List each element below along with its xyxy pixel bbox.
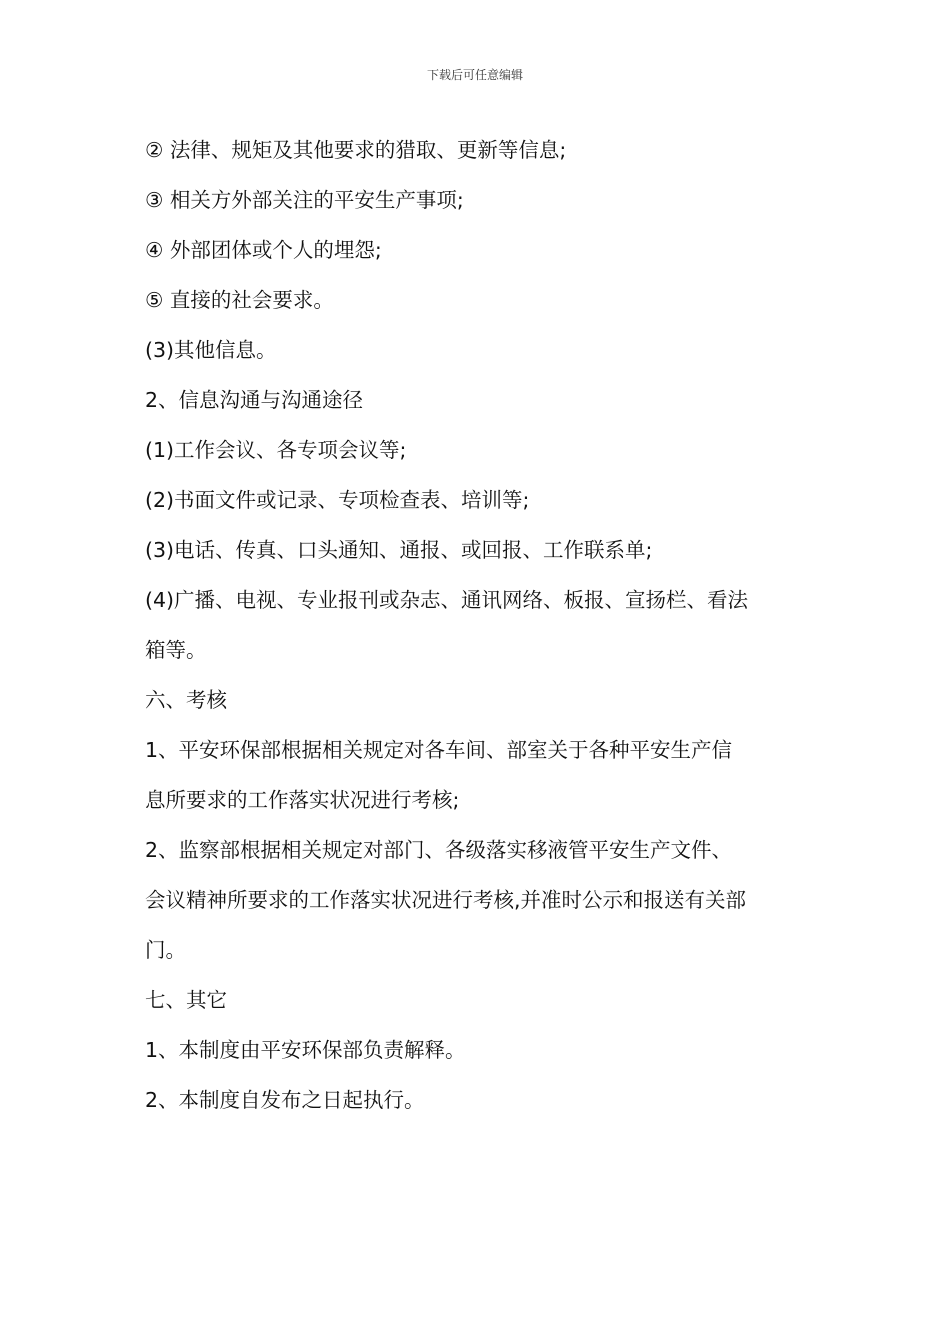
text-line: 箱等。 — [145, 638, 207, 662]
section-heading: 六、考核 — [145, 688, 227, 712]
text-line: 1、本制度由平安环保部负责解释。 — [145, 1038, 466, 1062]
text-line: (2)书面文件或记录、专项检查表、培训等; — [145, 488, 530, 512]
text-line: (3)电话、传真、口头通知、通报、或回报、工作联系单; — [145, 538, 653, 562]
text-line: 1、平安环保部根据相关规定对各车间、部室关于各种平安生产信 — [145, 738, 733, 762]
text-line: 息所要求的工作落实状况进行考核; — [145, 788, 460, 812]
text-line: ② 法律、规矩及其他要求的猎取、更新等信息; — [145, 138, 567, 162]
text-line: 2、监察部根据相关规定对部门、各级落实移液管平安生产文件、 — [145, 838, 733, 862]
text-line: 门。 — [145, 938, 186, 962]
section-heading: 七、其它 — [145, 988, 227, 1012]
text-line: ④ 外部团体或个人的埋怨; — [145, 238, 382, 262]
section-heading: 2、信息沟通与沟通途径 — [145, 388, 364, 412]
text-line: ③ 相关方外部关注的平安生产事项; — [145, 188, 464, 212]
text-line: (4)广播、电视、专业报刊或杂志、通讯网络、板报、宣扬栏、看法 — [145, 588, 749, 612]
page-header: 下载后可任意编辑 — [426, 68, 523, 82]
text-line: 2、本制度自发布之日起执行。 — [145, 1088, 425, 1112]
text-line: (1)工作会议、各专项会议等; — [145, 438, 407, 462]
text-line: 会议精神所要求的工作落实状况进行考核,并准时公示和报送有关部 — [145, 888, 747, 912]
text-line: ⑤ 直接的社会要求。 — [145, 288, 334, 312]
text-line: (3)其他信息。 — [145, 338, 277, 362]
